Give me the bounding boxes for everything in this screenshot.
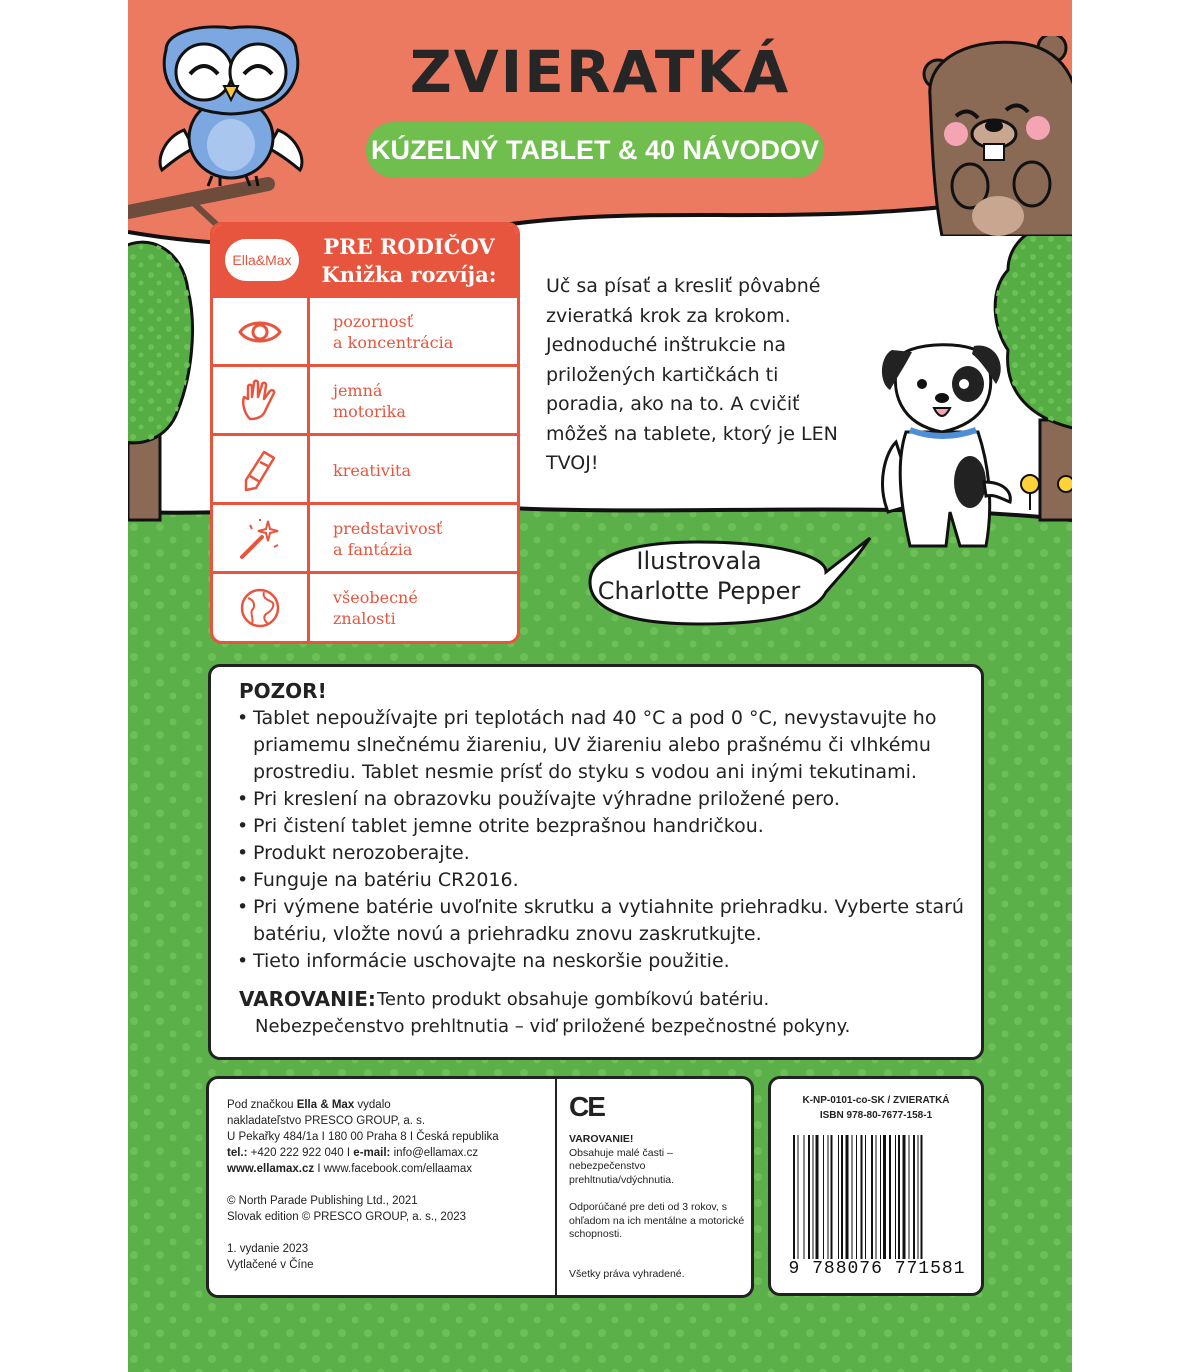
barcode-bar bbox=[831, 1135, 833, 1259]
warning-item: • Pri čistení tablet jemne otrite bezprašnou handričkou. bbox=[237, 813, 967, 840]
barcode-bar bbox=[889, 1135, 891, 1259]
barcode-bar bbox=[841, 1135, 843, 1259]
barcode-bar bbox=[793, 1135, 795, 1259]
barcode-bar bbox=[816, 1135, 819, 1259]
publisher-text: vydalo bbox=[354, 1099, 391, 1111]
skill-row bbox=[213, 295, 517, 366]
safety-info bbox=[569, 1133, 745, 1281]
barcode-bar bbox=[903, 1135, 906, 1259]
parents-panel-header bbox=[213, 225, 517, 295]
website-link[interactable]: www.ellamax.cz bbox=[227, 1163, 315, 1175]
publisher-box bbox=[206, 1076, 754, 1298]
barcode-bar bbox=[880, 1135, 881, 1259]
skill-row bbox=[213, 502, 517, 573]
safety-warning-text: Obsahuje malé časti – nebezpečenstvo prehltnutia/vdýchnutia. bbox=[569, 1146, 675, 1186]
publisher-name: nakladateľstvo PRESCO GROUP, a. s. bbox=[227, 1115, 426, 1127]
barcode-bar bbox=[813, 1135, 814, 1259]
globe-icon bbox=[238, 586, 282, 630]
skill-row bbox=[213, 364, 517, 435]
book-title: ZVIERATKÁ bbox=[409, 38, 791, 106]
barcode-bar bbox=[895, 1135, 896, 1259]
skill-label: predstavivosť a fantázia bbox=[333, 519, 443, 559]
printed-line: Vytlačené v Číne bbox=[227, 1259, 314, 1271]
warning-item: • Pri výmene batérie uvoľnite skrutku a vytiahnite priehradku. Vyberte starú batériu, vložte novú a priehradku znovu zaskrutkujte. bbox=[237, 894, 967, 948]
copyright-line: © North Parade Publishing Ltd., 2021 bbox=[227, 1195, 418, 1207]
varovanie-label: VAROVANIE: bbox=[239, 987, 376, 1011]
product-code bbox=[771, 1093, 981, 1123]
barcode-bar bbox=[876, 1135, 877, 1259]
barcode-bar bbox=[823, 1135, 824, 1259]
barcode-bar bbox=[921, 1135, 923, 1259]
barcode-bar bbox=[852, 1135, 853, 1259]
ce-mark: CE bbox=[569, 1091, 604, 1122]
copyright-line: Slovak edition © PRESCO GROUP, a. s., 2023 bbox=[227, 1211, 467, 1223]
varovanie-text: Tento produkt obsahuje gombíkovú batériu. bbox=[377, 989, 770, 1010]
skill-label: kreativita bbox=[333, 460, 412, 480]
eye-icon bbox=[238, 310, 282, 354]
edition-line: 1. vydanie 2023 bbox=[227, 1243, 309, 1255]
warning-item: • Pri kreslení na obrazovku používajte výhradne priložené pero. bbox=[237, 786, 967, 813]
barcode-bar bbox=[913, 1135, 915, 1259]
isbn-line: ISBN 978-80-7677-158-1 bbox=[819, 1110, 933, 1121]
safety-warning-title: VAROVANIE! bbox=[569, 1133, 634, 1145]
publisher-address: U Pekařky 484/1a I 180 00 Praha 8 I Česká republika bbox=[227, 1131, 499, 1143]
ella-max-logo: Ella&Max bbox=[225, 239, 299, 281]
subtitle-pill: KÚZELNÝ TABLET & 40 NÁVODOV bbox=[366, 122, 824, 178]
dog-illustration bbox=[876, 332, 1016, 552]
parents-panel bbox=[210, 222, 520, 644]
barcode-bar bbox=[804, 1135, 805, 1259]
facebook-link[interactable]: I www.facebook.com/ellaamax bbox=[314, 1163, 473, 1175]
barcode-bar bbox=[861, 1135, 863, 1259]
barcode-bar bbox=[865, 1135, 866, 1259]
barcode-bar bbox=[883, 1135, 886, 1259]
varovanie-text: Nebezpečenstvo prehltnutia – viď priložené bezpečnostné pokyny. bbox=[255, 1016, 851, 1037]
skill-label: jemná motorika bbox=[333, 381, 406, 421]
warning-item: • Tablet nepoužívajte pri teplotách nad 40 °C a pod 0 °C, nevystavujte ho priamemu slnečnému žiareniu, UV žiareniu alebo prašnému či vlhkému prostrediu. Tablet nesmie prísť do styku s vodou ani inými tekutinami. bbox=[237, 705, 967, 786]
illustrator-credit: Ilustrovala Charlotte Pepper bbox=[597, 547, 801, 605]
divider bbox=[555, 1079, 557, 1295]
brand-name: Ella & Max bbox=[296, 1099, 355, 1111]
barcode-bar bbox=[798, 1135, 799, 1259]
barcode-bar bbox=[909, 1135, 910, 1259]
book-back-cover bbox=[128, 0, 1072, 1372]
barcode-digits: 9 788076 771581 bbox=[788, 1259, 966, 1279]
phone-number: +420 222 922 040 I bbox=[247, 1147, 354, 1159]
barcode-bars bbox=[791, 1135, 961, 1259]
skill-label: pozornosť a koncentrácia bbox=[333, 312, 454, 352]
product-code-line: K-NP-0101-co-SK / ZVIERATKÁ bbox=[802, 1095, 950, 1106]
warning-item: • Tieto informácie uschovajte na neskoršie použitie. bbox=[237, 948, 967, 975]
parents-panel-title bbox=[309, 233, 509, 289]
rights-reserved: Všetky práva vyhradené. bbox=[569, 1267, 685, 1280]
publisher-info bbox=[227, 1097, 547, 1273]
pencil-icon bbox=[238, 448, 282, 492]
warning-item: • Produkt nerozoberajte. bbox=[237, 840, 967, 867]
warning-box bbox=[208, 664, 984, 1060]
parents-title-line2: Knižka rozvíja: bbox=[321, 262, 497, 287]
email-label: e-mail: bbox=[353, 1147, 391, 1159]
hand-icon bbox=[238, 379, 282, 423]
barcode-box bbox=[768, 1076, 984, 1296]
warning-item: • Funguje na batériu CR2016. bbox=[237, 867, 967, 894]
barcode-bar bbox=[856, 1135, 857, 1259]
warning-heading: POZOR! bbox=[239, 679, 327, 703]
age-recommendation: Odporúčané pre deti od 3 rokov, s ohľadom na ich mentálne a motorické schopnosti. bbox=[569, 1201, 745, 1240]
warning-list bbox=[237, 705, 967, 975]
publisher-text: Pod značkou bbox=[227, 1099, 297, 1111]
intro-text: Uč sa písať a kresliť pôvabné zvieratká krok za krokom. Jednoduché inštrukcie na priložených kartičkách ti poradia, ako na to. A cvičiť môžeš na tablete, ktorý je LEN TVOJ! bbox=[546, 275, 838, 474]
barcode-bar bbox=[828, 1135, 829, 1259]
barcode-bar bbox=[838, 1135, 839, 1259]
barcode-bar bbox=[918, 1135, 919, 1259]
skill-label: všeobecné znalosti bbox=[333, 588, 418, 628]
barcode-bar bbox=[871, 1135, 873, 1259]
tel-label: tel.: bbox=[227, 1147, 248, 1159]
barcode-bar bbox=[808, 1135, 810, 1259]
skill-row bbox=[213, 433, 517, 504]
email-address: info@ellamax.cz bbox=[390, 1147, 479, 1159]
skill-row bbox=[213, 571, 517, 642]
parents-title-line1: PRE RODIČOV bbox=[323, 234, 495, 259]
barcode-bar bbox=[898, 1135, 900, 1259]
magic-wand-icon bbox=[238, 517, 282, 561]
barcode-bar bbox=[846, 1135, 849, 1259]
